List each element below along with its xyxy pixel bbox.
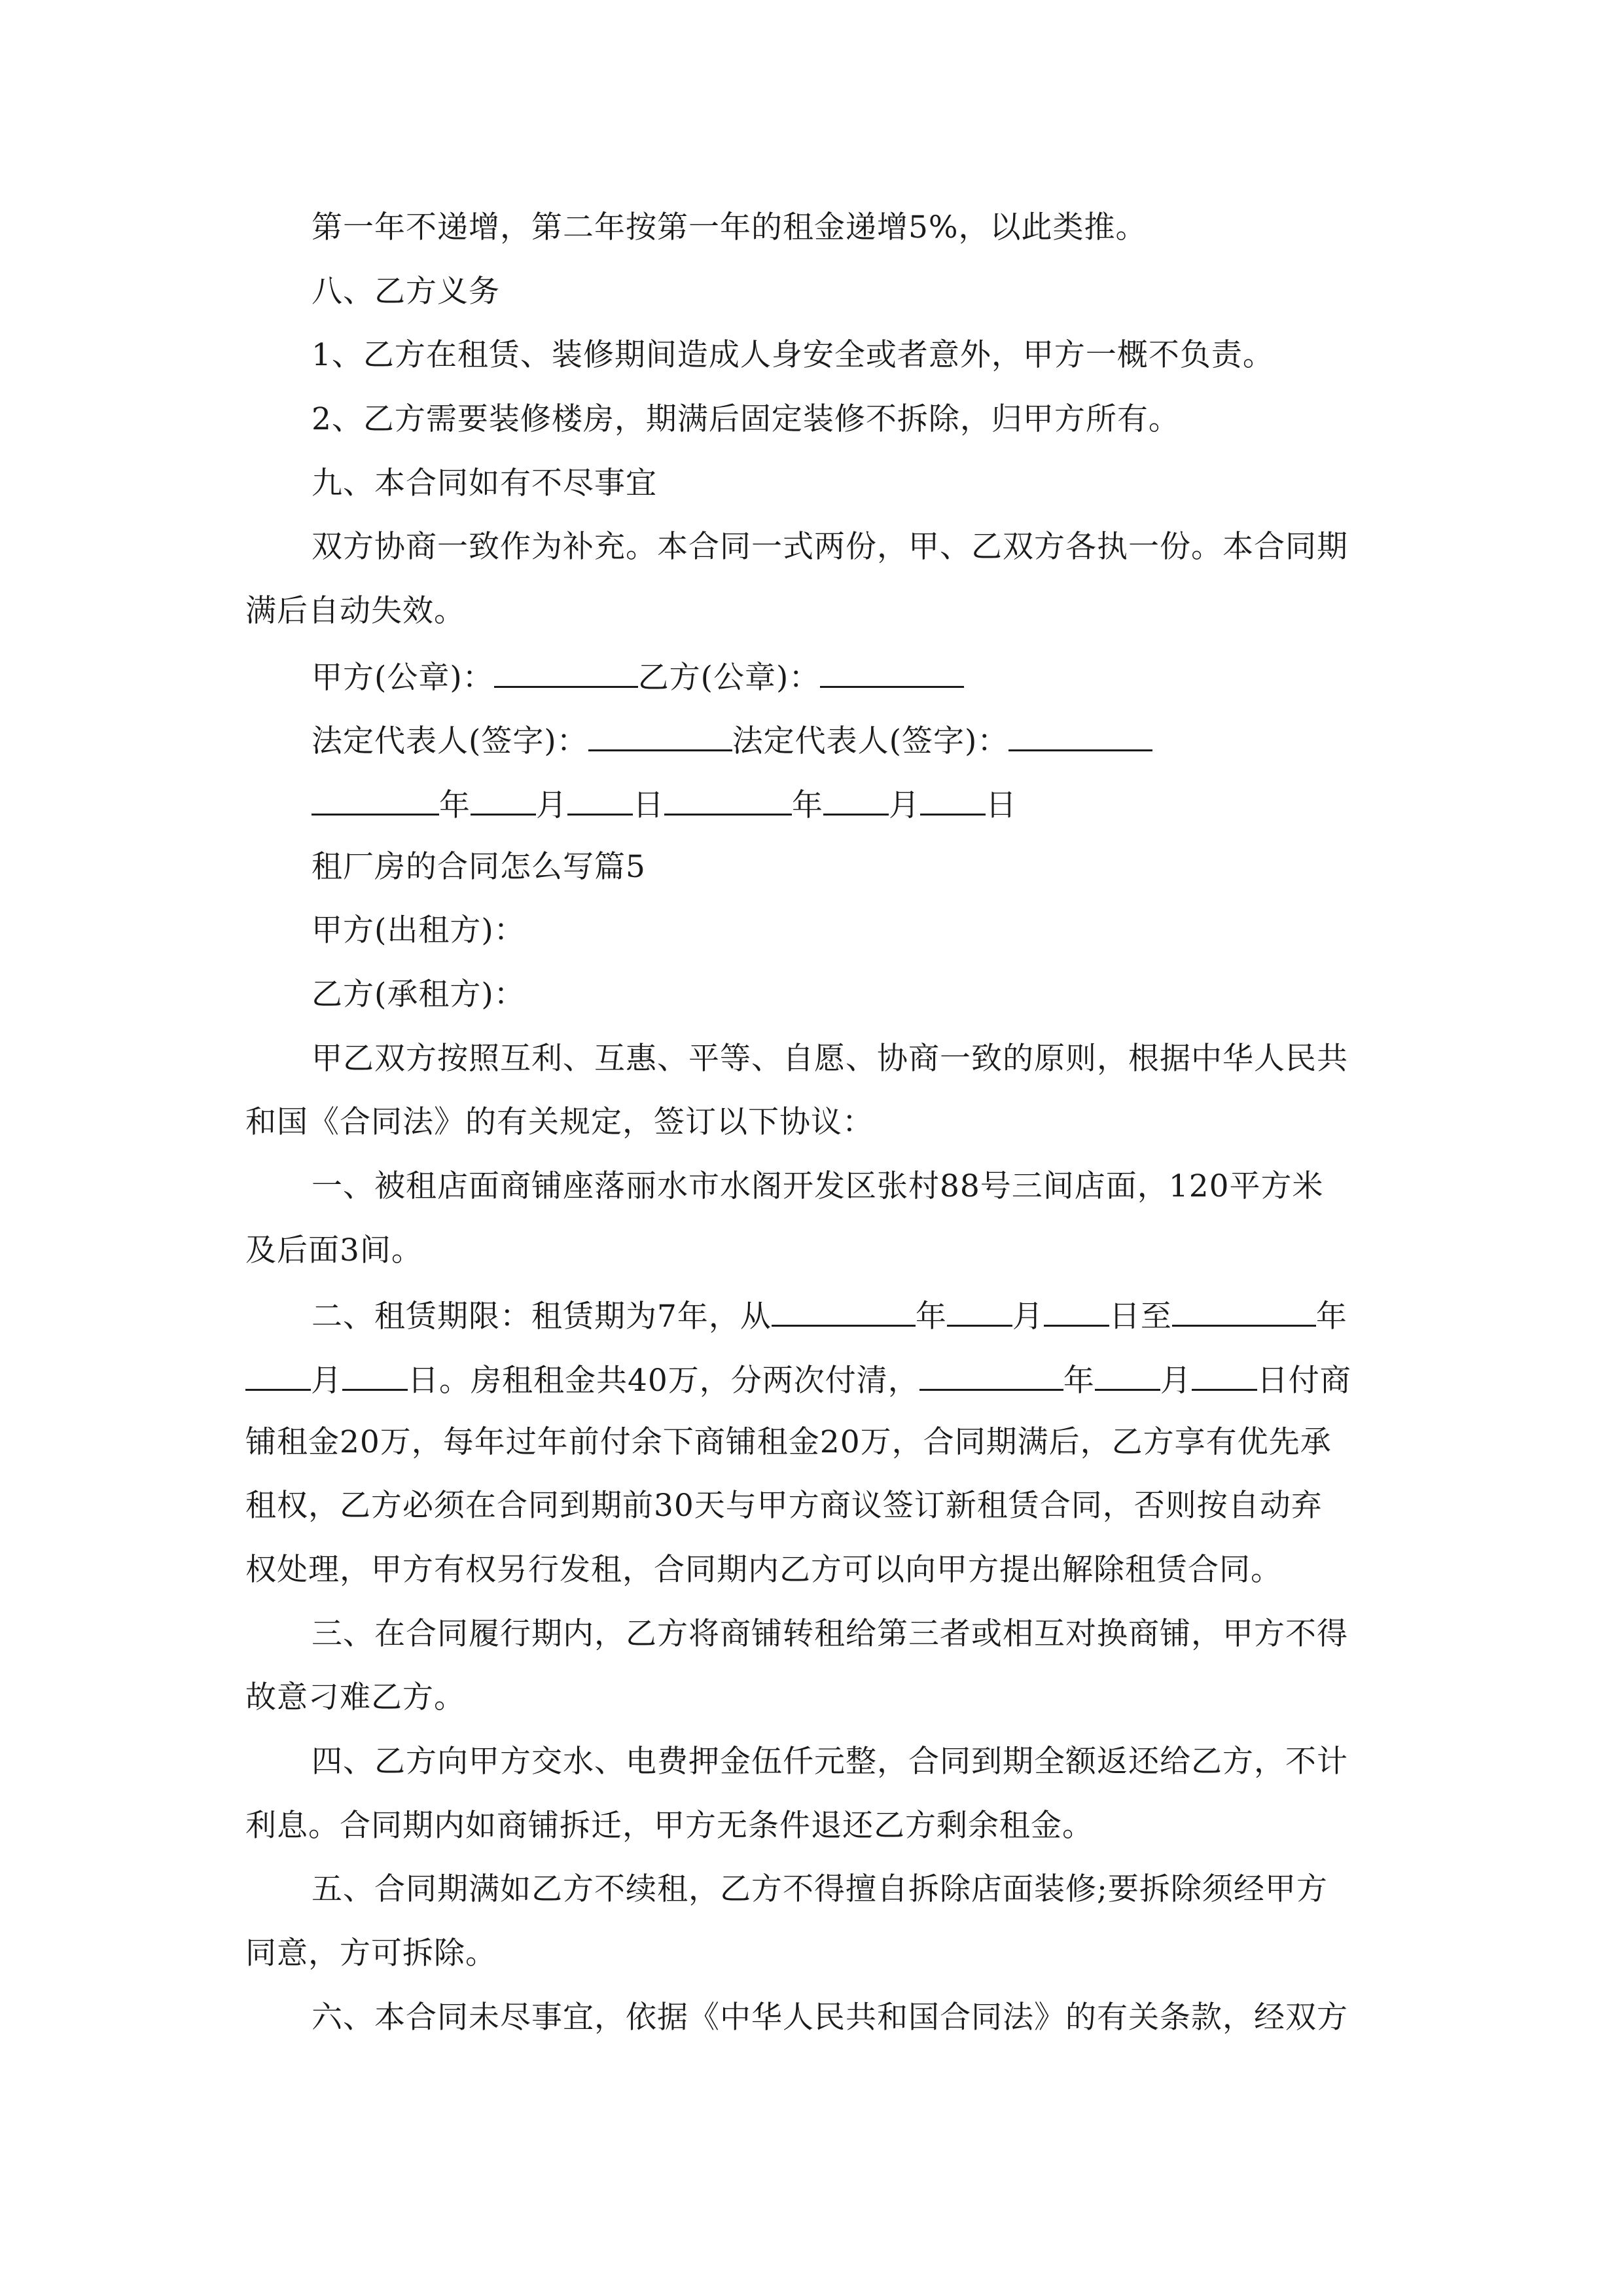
section-heading: 九、本合同如有不尽事宜 — [312, 465, 657, 501]
party-a-seal-blank[interactable] — [494, 656, 638, 688]
end-day-blank[interactable] — [342, 1359, 408, 1391]
month-label: 月 — [1012, 1299, 1044, 1335]
party-b-day-blank[interactable] — [920, 783, 986, 816]
party-a-year-blank[interactable] — [312, 783, 439, 816]
day-to-label: 日至 — [1109, 1299, 1172, 1335]
year-label: 年 — [1063, 1363, 1095, 1399]
paragraph-line: 铺租金20万，每年过年前付余下商铺租金20万，合同期满后，乙方享有优先承 — [245, 1424, 1332, 1460]
paragraph-line: 满后自动失效。 — [245, 593, 465, 629]
paragraph-line: 故意刁难乙方。 — [245, 1679, 465, 1715]
paragraph-line: 第一年不递增，第二年按第一年的租金递增5%，以此类推。 — [312, 209, 1147, 245]
start-month-blank[interactable] — [947, 1295, 1012, 1327]
end-year-blank[interactable] — [1172, 1295, 1316, 1327]
paragraph-line: 2、乙方需要装修楼房，期满后固定装修不拆除，归甲方所有。 — [312, 401, 1180, 437]
paragraph-line: 利息。合同期内如商铺拆迁，甲方无条件退还乙方剩余租金。 — [245, 1808, 1094, 1844]
month-label: 月 — [1160, 1363, 1192, 1399]
party-b-line: 乙方(承租方)： — [312, 977, 526, 1013]
paragraph-line: 租权，乙方必须在合同到期前30天与甲方商议签订新租赁合同，否则按自动弃 — [245, 1488, 1323, 1524]
year-label: 年 — [1315, 1299, 1347, 1335]
start-year-blank[interactable] — [772, 1295, 916, 1327]
paragraph-line: 甲乙双方按照互利、互惠、平等、自愿、协商一致的原则，根据中华人民共 — [312, 1041, 1348, 1077]
payment-year-blank[interactable] — [919, 1359, 1063, 1391]
party-a-seal-label: 甲方(公章)： — [312, 660, 494, 696]
paragraph-line: 三、在合同履行期内，乙方将商铺转租给第三者或相互对换商铺，甲方不得 — [312, 1616, 1348, 1652]
paragraph-line: 权处理，甲方有权另行发租，合同期内乙方可以向甲方提出解除租赁合同。 — [245, 1552, 1282, 1588]
paragraph-line: 和国《合同法》的有关规定，签订以下协议： — [245, 1104, 874, 1140]
month-label: 月 — [536, 787, 567, 823]
year-label: 年 — [915, 1299, 947, 1335]
lease-term-text: 二、租赁期限：租赁期为7年，从 — [312, 1299, 772, 1335]
paragraph-line: 同意，方可拆除。 — [245, 1935, 497, 1971]
paragraph-line: 1、乙方在租赁、装修期间造成人身安全或者意外，甲方一概不负责。 — [312, 337, 1274, 373]
payment-day-text: 日付商 — [1257, 1363, 1351, 1399]
paragraph-line: 四、乙方向甲方交水、电费押金伍仟元整，合同到期全额返还给乙方，不计 — [312, 1744, 1348, 1780]
party-a-month-blank[interactable] — [471, 783, 536, 816]
party-a-representative-label: 法定代表人(签字)： — [312, 723, 588, 759]
paragraph-line: 六、本合同未尽事宜，依据《中华人民共和国合同法》的有关条款，经双方 — [312, 2000, 1348, 2036]
paragraph-line: 一、被租店面商铺座落丽水市水阁开发区张村88号三间店面，120平方米 — [312, 1168, 1324, 1204]
paragraph-line: 双方协商一致作为补充。本合同一式两份，甲、乙双方各执一份。本合同期 — [312, 529, 1348, 565]
payment-text: 日。房租租金共40万，分两次付清， — [408, 1363, 919, 1399]
paragraph-line: 五、合同期满如乙方不续租，乙方不得擅自拆除店面装修;要拆除须经甲方 — [312, 1871, 1328, 1907]
party-b-year-blank[interactable] — [664, 783, 792, 816]
signature-date-row — [312, 783, 1017, 823]
year-label: 年 — [439, 787, 471, 823]
month-label: 月 — [311, 1363, 342, 1399]
article-title: 租厂房的合同怎么写篇5 — [312, 849, 646, 885]
paragraph-line: 及后面3间。 — [245, 1232, 423, 1268]
day-label: 日 — [986, 787, 1017, 823]
party-a-line: 甲方(出租方)： — [312, 912, 526, 948]
party-b-seal-blank[interactable] — [820, 656, 964, 688]
party-b-representative-label: 法定代表人(签字)： — [732, 723, 1009, 759]
party-a-representative-blank[interactable] — [588, 719, 732, 751]
signature-seal-row — [312, 656, 964, 695]
party-b-representative-blank[interactable] — [1008, 719, 1152, 751]
start-day-blank[interactable] — [1044, 1295, 1109, 1327]
section-heading: 八、乙方义务 — [312, 274, 500, 310]
party-a-day-blank[interactable] — [567, 783, 633, 816]
payment-month-blank[interactable] — [1095, 1359, 1160, 1391]
year-label: 年 — [792, 787, 823, 823]
month-label: 月 — [889, 787, 920, 823]
party-b-month-blank[interactable] — [823, 783, 889, 816]
payment-day-blank[interactable] — [1192, 1359, 1257, 1391]
day-label: 日 — [633, 787, 664, 823]
end-month-blank[interactable] — [245, 1359, 311, 1391]
signature-representative-row — [312, 719, 1152, 759]
party-b-seal-label: 乙方(公章)： — [637, 660, 821, 696]
lease-payment-line — [245, 1359, 1351, 1398]
lease-term-line — [312, 1295, 1347, 1334]
